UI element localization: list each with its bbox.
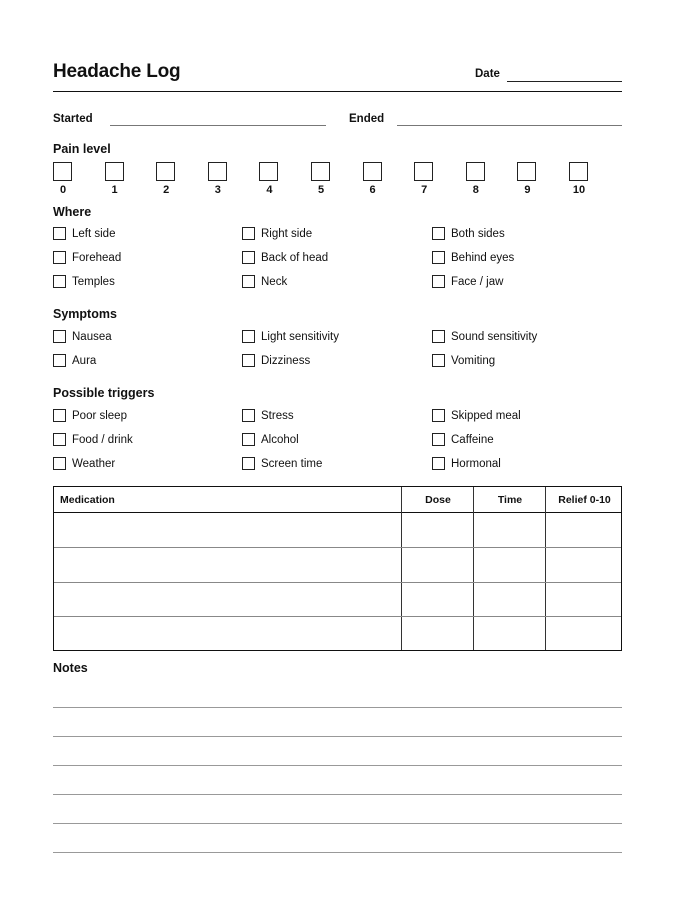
checkbox[interactable]: [432, 251, 445, 264]
checkbox[interactable]: [432, 330, 445, 343]
pain-level-checkbox-7[interactable]: [414, 162, 433, 181]
checkbox[interactable]: [242, 330, 255, 343]
option-label: Right side: [261, 227, 313, 240]
pain-level-number: 3: [214, 184, 221, 196]
notes-title: Notes: [53, 661, 88, 675]
pain-level-checkbox-4[interactable]: [259, 162, 278, 181]
triggers-option-food-drink[interactable]: [53, 433, 133, 446]
ended-field[interactable]: [397, 125, 622, 126]
pain-level-title: Pain level: [53, 142, 111, 156]
notes-line[interactable]: [53, 794, 622, 795]
where-option-neck[interactable]: [242, 275, 287, 288]
option-label: Neck: [261, 275, 288, 288]
symptoms-option-nausea[interactable]: [53, 330, 112, 343]
date-field[interactable]: [507, 81, 622, 82]
option-label: Sound sensitivity: [451, 330, 538, 343]
option-label: Screen time: [261, 457, 323, 470]
column-header-medication: Medication: [60, 494, 115, 506]
pain-level-number: 2: [163, 184, 170, 196]
medication-table: [53, 486, 622, 651]
checkbox[interactable]: [432, 433, 445, 446]
pain-level-checkbox-1[interactable]: [105, 162, 124, 181]
medication-cell-dose[interactable]: [401, 513, 473, 547]
pain-level-checkbox-5[interactable]: [311, 162, 330, 181]
option-label: Temples: [72, 275, 115, 288]
medication-cell-time[interactable]: [473, 616, 545, 650]
option-label: Vomiting: [451, 354, 496, 367]
checkbox[interactable]: [53, 354, 66, 367]
where-option-right-side[interactable]: [242, 227, 312, 240]
where-option-both-sides[interactable]: [432, 227, 505, 240]
checkbox[interactable]: [432, 354, 445, 367]
option-label: Stress: [261, 409, 294, 422]
checkbox[interactable]: [432, 227, 445, 240]
checkbox[interactable]: [242, 354, 255, 367]
where-option-face-jaw[interactable]: [432, 275, 503, 288]
pain-level-checkbox-0[interactable]: [53, 162, 72, 181]
column-header-relief: Relief 0-10: [558, 494, 611, 506]
medication-cell-dose[interactable]: [401, 616, 473, 650]
checkbox[interactable]: [53, 251, 66, 264]
option-label: Skipped meal: [451, 409, 521, 422]
where-option-left-side[interactable]: [53, 227, 115, 240]
checkbox[interactable]: [53, 457, 66, 470]
medication-cell-medication[interactable]: [54, 547, 401, 581]
option-label: Hormonal: [451, 457, 501, 470]
medication-cell-time[interactable]: [473, 547, 545, 581]
checkbox[interactable]: [242, 227, 255, 240]
option-label: Both sides: [451, 227, 505, 240]
triggers-title: Possible triggers: [53, 386, 155, 400]
started-label: Started: [53, 113, 93, 125]
triggers-option-stress[interactable]: [242, 409, 294, 422]
medication-table-header: [54, 487, 621, 513]
pain-level-number: 5: [317, 184, 325, 196]
checkbox[interactable]: [242, 457, 255, 470]
pain-level-number: 4: [266, 184, 273, 196]
header-divider: [53, 91, 622, 92]
option-label: Nausea: [72, 330, 112, 343]
pain-level-checkbox-9[interactable]: [517, 162, 536, 181]
triggers-option-alcohol[interactable]: [242, 433, 299, 446]
checkbox[interactable]: [432, 409, 445, 422]
medication-cell-time[interactable]: [473, 582, 545, 616]
date-label: Date: [475, 68, 500, 80]
checkbox[interactable]: [432, 457, 445, 470]
option-label: Forehead: [72, 251, 122, 264]
option-label: Left side: [72, 227, 116, 240]
pain-level-checkbox-6[interactable]: [363, 162, 382, 181]
option-label: Dizziness: [261, 354, 311, 367]
pain-level-number: 8: [472, 184, 479, 196]
symptoms-option-dizziness[interactable]: [242, 354, 310, 367]
medication-cell-dose[interactable]: [401, 547, 473, 581]
option-label: Weather: [72, 457, 116, 470]
ended-label: Ended: [349, 113, 385, 125]
checkbox[interactable]: [53, 409, 66, 422]
option-label: Alcohol: [261, 433, 299, 446]
checkbox[interactable]: [53, 275, 66, 288]
triggers-option-screen-time[interactable]: [242, 457, 322, 470]
medication-cell-relief[interactable]: [545, 582, 623, 616]
medication-cell-medication[interactable]: [54, 582, 401, 616]
medication-cell-dose[interactable]: [401, 582, 473, 616]
notes-line[interactable]: [53, 823, 622, 824]
option-label: Poor sleep: [72, 409, 127, 422]
triggers-option-hormonal[interactable]: [432, 457, 501, 470]
checkbox[interactable]: [53, 433, 66, 446]
option-label: Food / drink: [72, 433, 133, 446]
medication-cell-relief[interactable]: [545, 547, 623, 581]
column-header-dose: Dose: [425, 494, 451, 506]
triggers-option-poor-sleep[interactable]: [53, 409, 127, 422]
medication-cell-relief[interactable]: [545, 616, 623, 650]
triggers-option-caffeine[interactable]: [432, 433, 494, 446]
medication-cell-medication[interactable]: [54, 616, 401, 650]
notes-line[interactable]: [53, 852, 622, 853]
notes-line[interactable]: [53, 765, 622, 766]
symptoms-option-light-sensitivity[interactable]: [242, 330, 339, 343]
checkbox[interactable]: [242, 251, 255, 264]
symptoms-option-sound-sensitivity[interactable]: [432, 330, 537, 343]
option-label: Behind eyes: [451, 251, 515, 264]
symptoms-option-aura[interactable]: [53, 354, 96, 367]
checkbox[interactable]: [53, 227, 66, 240]
option-label: Aura: [72, 354, 97, 367]
pain-level-number: 1: [111, 184, 118, 196]
pain-level-checkbox-3[interactable]: [208, 162, 227, 181]
pain-level-number: 0: [59, 184, 67, 196]
pain-level-number: 10: [572, 184, 586, 196]
pain-level-number: 9: [524, 184, 531, 196]
pain-level-number: 7: [421, 184, 428, 196]
medication-cell-relief[interactable]: [545, 513, 623, 547]
headache-log-page: [53, 0, 622, 900]
checkbox[interactable]: [53, 330, 66, 343]
where-option-back-of-head[interactable]: [242, 251, 328, 264]
triggers-option-weather[interactable]: [53, 457, 115, 470]
pain-level-checkbox-8[interactable]: [466, 162, 485, 181]
where-option-temples[interactable]: [53, 275, 115, 288]
checkbox[interactable]: [432, 275, 445, 288]
option-label: Caffeine: [451, 433, 494, 446]
page-title: Headache Log: [53, 61, 181, 82]
medication-cell-time[interactable]: [473, 513, 545, 547]
checkbox[interactable]: [242, 409, 255, 422]
pain-level-number: 6: [369, 184, 376, 196]
symptoms-title: Symptoms: [53, 307, 117, 321]
triggers-option-skipped-meal[interactable]: [432, 409, 521, 422]
where-option-forehead[interactable]: [53, 251, 121, 264]
started-field[interactable]: [110, 125, 326, 126]
option-label: Back of head: [261, 251, 329, 264]
notes-line[interactable]: [53, 707, 622, 708]
medication-cell-medication[interactable]: [54, 513, 401, 547]
checkbox[interactable]: [242, 275, 255, 288]
pain-level-checkbox-10[interactable]: [569, 162, 588, 181]
option-label: Face / jaw: [451, 275, 504, 288]
option-label: Light sensitivity: [261, 330, 339, 343]
column-header-time: Time: [497, 494, 523, 506]
where-title: Where: [53, 205, 92, 219]
checkbox[interactable]: [242, 433, 255, 446]
where-option-behind-eyes[interactable]: [432, 251, 514, 264]
symptoms-option-vomiting[interactable]: [432, 354, 495, 367]
notes-line[interactable]: [53, 736, 622, 737]
pain-level-checkbox-2[interactable]: [156, 162, 175, 181]
